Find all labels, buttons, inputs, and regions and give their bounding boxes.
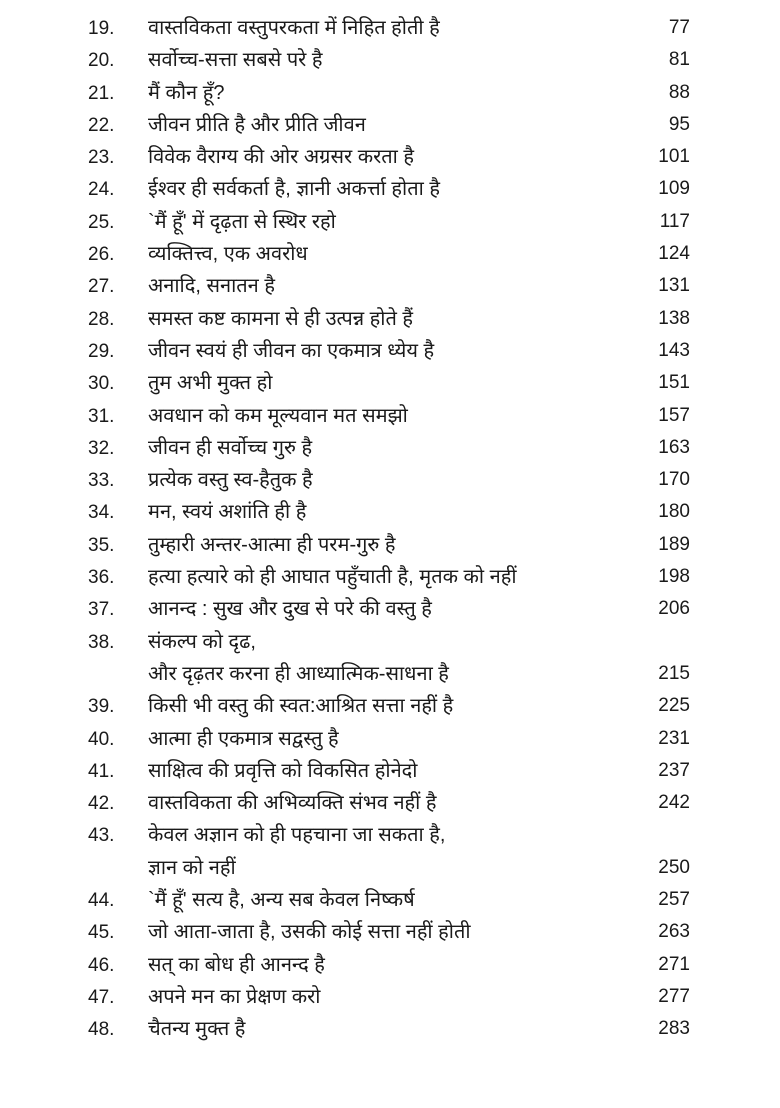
toc-entry xyxy=(0,819,780,884)
chapter-title: सत् का बोध ही आनन्द है xyxy=(148,953,325,976)
chapter-title: `मैं हूँ' सत्य है, अन्य सब केवल निष्कर्ष xyxy=(148,889,415,912)
toc-entry-line xyxy=(0,12,780,44)
toc-entry-line xyxy=(0,787,780,819)
chapter-number: 33. xyxy=(88,470,115,492)
toc-entry xyxy=(0,206,780,238)
page-number: 81 xyxy=(668,49,690,71)
chapter-number: 39. xyxy=(88,696,115,718)
chapter-title: जीवन प्रीति है और प्रीति जीवन xyxy=(148,113,366,136)
page-number: 237 xyxy=(658,759,690,781)
toc-entry-line xyxy=(0,949,780,981)
toc-entry xyxy=(0,109,780,141)
toc-entry-line xyxy=(0,819,780,851)
chapter-number: 29. xyxy=(88,340,115,362)
toc-entry xyxy=(0,432,780,464)
chapter-title: जीवन स्वयं ही जीवन का एकमात्र ध्येय है xyxy=(148,339,435,362)
page-number: 157 xyxy=(658,404,690,426)
toc-entry xyxy=(0,1013,780,1045)
toc-entry-line xyxy=(0,593,780,625)
toc-entry xyxy=(0,787,780,819)
chapter-title: जो आता-जाता है, उसकी कोई सत्ता नहीं होती xyxy=(148,921,471,944)
toc-entry-line xyxy=(0,141,780,173)
toc-entry-line xyxy=(0,981,780,1013)
toc-entry-line xyxy=(0,432,780,464)
toc-entry xyxy=(0,270,780,302)
toc-entry-line xyxy=(0,1013,780,1045)
toc-entry-line xyxy=(0,464,780,496)
toc-entry-line xyxy=(0,44,780,76)
chapter-title: आत्मा ही एकमात्र सद्वस्तु है xyxy=(148,727,339,750)
chapter-number: 19. xyxy=(88,18,115,39)
toc-entry xyxy=(0,949,780,981)
chapter-number: 28. xyxy=(88,308,115,330)
chapter-title: प्रत्येक वस्तु स्व-हैतुक है xyxy=(148,469,313,492)
toc-entry xyxy=(0,496,780,528)
toc-entry-line xyxy=(0,400,780,432)
chapter-title: केवल अज्ञान को ही पहचाना जा सकता है, xyxy=(148,824,446,847)
toc-entry xyxy=(0,238,780,270)
chapter-title: ज्ञान को नहीं xyxy=(148,856,236,879)
chapter-number: 26. xyxy=(88,244,115,266)
toc-entry xyxy=(0,884,780,916)
chapter-number: 32. xyxy=(88,437,115,459)
chapter-title: वास्तविकता वस्तुपरकता में निहित होती है xyxy=(148,17,440,39)
page-number: 101 xyxy=(658,146,690,168)
chapter-title: मन, स्वयं अशांति ही है xyxy=(148,501,307,524)
chapter-title: संकल्प को दृढ, xyxy=(148,630,256,653)
page-number: 143 xyxy=(658,339,690,361)
chapter-number: 22. xyxy=(88,114,115,136)
page-number: 271 xyxy=(658,953,690,975)
toc-entry xyxy=(0,723,780,755)
page-number: 117 xyxy=(659,210,690,232)
page-number: 225 xyxy=(658,695,690,717)
page-number: 257 xyxy=(658,889,690,911)
chapter-title: ईश्वर ही सर्वकर्ता है, ज्ञानी अकर्त्ता होता है xyxy=(148,178,440,201)
chapter-title: चैतन्य मुक्त है xyxy=(148,1018,246,1041)
toc-entry xyxy=(0,916,780,948)
chapter-title: अपने मन का प्रेक्षण करो xyxy=(148,985,321,1008)
page-number: 189 xyxy=(658,533,690,555)
toc-entry-line xyxy=(0,335,780,367)
chapter-title: किसी भी वस्तु की स्वत:आश्रित सत्ता नहीं है xyxy=(148,695,454,718)
chapter-number: 34. xyxy=(88,502,115,524)
toc-entry xyxy=(0,12,780,44)
toc-entry xyxy=(0,335,780,367)
toc-entry xyxy=(0,367,780,399)
toc-entry-line xyxy=(0,690,780,722)
toc-entry xyxy=(0,561,780,593)
chapter-title: समस्त कष्ट कामना से ही उत्पन्न होते हैं xyxy=(148,307,414,330)
toc-entry xyxy=(0,529,780,561)
toc-entry xyxy=(0,755,780,787)
toc-entry-line xyxy=(0,529,780,561)
toc-entry-line xyxy=(0,270,780,302)
chapter-number: 24. xyxy=(88,179,115,201)
toc-entry xyxy=(0,400,780,432)
chapter-number: 37. xyxy=(88,599,115,621)
page-number: 215 xyxy=(658,662,690,684)
toc-entry xyxy=(0,690,780,722)
page-number: 170 xyxy=(658,469,690,491)
chapter-title: तुम्हारी अन्तर-आत्मा ही परम-गुरु है xyxy=(148,533,396,556)
toc-entry-line xyxy=(0,206,780,238)
chapter-title: सर्वोच्च-सत्ता सबसे परे है xyxy=(148,49,323,72)
page-number: 77 xyxy=(668,17,690,38)
chapter-number: 40. xyxy=(88,728,115,750)
chapter-number: 43. xyxy=(88,825,115,847)
toc-entry-line xyxy=(0,173,780,205)
chapter-number: 41. xyxy=(88,760,115,782)
toc-entry-line xyxy=(0,367,780,399)
toc-entry-line xyxy=(0,238,780,270)
chapter-number: 48. xyxy=(88,1019,115,1041)
chapter-title: जीवन ही सर्वोच्च गुरु है xyxy=(148,436,313,459)
page-number: 109 xyxy=(658,178,690,200)
chapter-title: और दृढ़तर करना ही आध्यात्मिक-साधना है xyxy=(148,662,449,685)
chapter-title: अनादि, सनातन है xyxy=(148,275,275,298)
toc-entry xyxy=(0,626,780,691)
page-number: 250 xyxy=(658,856,690,878)
chapter-number: 25. xyxy=(88,211,115,233)
chapter-number: 47. xyxy=(88,986,115,1008)
chapter-number: 21. xyxy=(88,82,115,104)
page-number: 277 xyxy=(658,985,690,1007)
page-number: 231 xyxy=(658,727,690,749)
toc-entry xyxy=(0,464,780,496)
page-number: 88 xyxy=(668,81,690,103)
toc-entry-line xyxy=(0,658,780,690)
page-number: 131 xyxy=(658,275,690,297)
chapter-title: हत्या हत्यारे को ही आघात पहुँचाती है, मृतक को नहीं xyxy=(148,566,517,589)
chapter-number: 36. xyxy=(88,567,115,589)
toc-entry xyxy=(0,593,780,625)
chapter-number: 42. xyxy=(88,793,115,815)
toc-entry-line xyxy=(0,626,780,658)
toc-entry-line xyxy=(0,109,780,141)
page-number: 283 xyxy=(658,1018,690,1040)
toc-entry-line xyxy=(0,755,780,787)
page-number: 95 xyxy=(668,113,690,135)
chapter-number: 44. xyxy=(88,890,115,912)
page-number: 242 xyxy=(658,792,690,814)
toc-entry-line xyxy=(0,852,780,884)
chapter-title: मैं कौन हूँ? xyxy=(148,81,225,104)
chapter-title: तुम अभी मुक्त हो xyxy=(148,372,273,395)
page-number: 206 xyxy=(658,598,690,620)
chapter-number: 38. xyxy=(88,631,115,653)
chapter-number: 46. xyxy=(88,954,115,976)
chapter-title: वास्तविकता की अभिव्यक्ति संभव नहीं है xyxy=(148,792,437,815)
toc-entry xyxy=(0,44,780,76)
toc-entry-line xyxy=(0,561,780,593)
chapter-number: 45. xyxy=(88,922,115,944)
table-of-contents xyxy=(0,12,780,1046)
page-number: 124 xyxy=(658,243,690,265)
toc-entry-line xyxy=(0,303,780,335)
chapter-title: आनन्द : सुख और दुख से परे की वस्तु है xyxy=(148,598,432,621)
toc-entry-line xyxy=(0,916,780,948)
toc-entry xyxy=(0,77,780,109)
chapter-title: अवधान को कम मूल्यवान मत समझो xyxy=(148,404,408,427)
chapter-title: साक्षित्व की प्रवृत्ति को विकसित होनेदो xyxy=(148,759,418,782)
chapter-number: 35. xyxy=(88,534,115,556)
page-number: 151 xyxy=(658,372,690,394)
toc-entry xyxy=(0,141,780,173)
chapter-title: व्यक्तित्त्व, एक अवरोध xyxy=(148,243,308,266)
toc-entry-line xyxy=(0,884,780,916)
page-number: 198 xyxy=(658,566,690,588)
toc-entry-line xyxy=(0,723,780,755)
chapter-number: 23. xyxy=(88,147,115,169)
page-number: 263 xyxy=(658,921,690,943)
toc-entry-line xyxy=(0,77,780,109)
page-number: 180 xyxy=(658,501,690,523)
chapter-title: `मैं हूँ' में दृढ़ता से स्थिर रहो xyxy=(148,210,336,233)
chapter-number: 31. xyxy=(88,405,115,427)
chapter-number: 30. xyxy=(88,373,115,395)
chapter-title: विवेक वैराग्य की ओर अग्रसर करता है xyxy=(148,146,414,169)
page-number: 163 xyxy=(658,436,690,458)
toc-entry-line xyxy=(0,496,780,528)
chapter-number: 20. xyxy=(88,50,115,72)
toc-entry xyxy=(0,981,780,1013)
toc-entry xyxy=(0,303,780,335)
page-number: 138 xyxy=(658,307,690,329)
chapter-number: 27. xyxy=(88,276,115,298)
toc-entry xyxy=(0,173,780,205)
